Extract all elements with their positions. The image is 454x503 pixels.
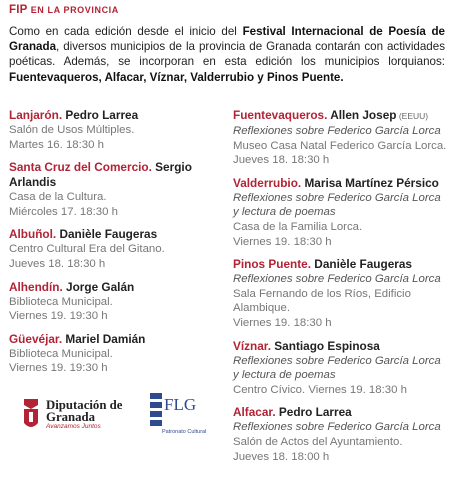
event-detail: Viernes 19. 18:30 h: [233, 316, 332, 329]
event-person: Danièle Faugeras: [56, 227, 158, 242]
event-detail: Museo Casa Natal Federico García Lorca.: [233, 139, 447, 152]
event-detail: Casa de la Familia Lorca.: [233, 220, 363, 233]
flg-logo: [150, 393, 206, 445]
intro-towns: Fuentevaqueros, Alfacar, Víznar, Valderrubio y Pinos Puente.: [9, 70, 344, 84]
event-town: Alhendín.: [9, 279, 63, 294]
event-person: Jorge Galán: [62, 279, 135, 294]
event-heading: [233, 176, 451, 191]
event-detail: Biblioteca Municipal.: [9, 295, 113, 308]
event-detail: Biblioteca Municipal.: [9, 347, 113, 360]
title-rest: EN LA PROVINCIA: [30, 5, 119, 15]
event-town: Alfacar.: [233, 405, 276, 420]
event-topic: Reflexiones sobre Federico García Lorca: [233, 421, 441, 434]
right-column: [233, 108, 451, 472]
event-entry: [9, 332, 219, 376]
event-heading: [9, 108, 219, 123]
logos: [20, 395, 207, 445]
event-detail: Salón de Actos del Ayuntamiento.: [233, 435, 403, 448]
event-topic: y lectura de poemas: [233, 369, 336, 382]
diputacion-tagline: Avanzamos Juntos: [46, 423, 101, 430]
event-heading: [9, 160, 219, 190]
event-entry: [233, 176, 451, 249]
event-person: Allen Josep: [327, 108, 397, 122]
event-detail: Centro Cultural Era del Gitano.: [9, 243, 165, 256]
pomegranate-icon: [20, 397, 42, 431]
event-topic: Reflexiones sobre Federico García Lorca: [233, 191, 441, 204]
event-town: Güevéjar.: [9, 331, 63, 346]
event-entry: [9, 160, 219, 219]
event-person: Sergio Arlandis: [9, 160, 192, 190]
event-town: Pinos Puente.: [233, 257, 312, 272]
event-detail: Centro Cívico. Viernes 19. 18:30 h: [233, 383, 407, 396]
event-heading: [233, 257, 451, 272]
title-fip: FIP: [9, 4, 28, 16]
event-entry: [233, 257, 451, 330]
event-entry: [9, 108, 219, 152]
event-person: Pedro Larrea: [275, 405, 352, 420]
flg-bars-icon: [150, 393, 164, 433]
diputacion-name: Diputación de Granada: [46, 398, 123, 424]
event-topic: Reflexiones sobre Federico García Lorca: [233, 125, 441, 137]
event-town: Albuñol.: [9, 227, 57, 242]
event-town: Valderrubio.: [233, 175, 302, 190]
event-person: Marisa Martínez Pérsico: [301, 175, 439, 190]
event-detail: Alambique.: [233, 302, 290, 315]
event-town: Víznar.: [233, 338, 272, 353]
event-detail: Viernes 19. 18:30 h: [233, 235, 332, 248]
intro-paragraph: [9, 24, 445, 85]
event-town: Fuentevaqueros.: [233, 108, 328, 122]
event-heading: [9, 280, 219, 295]
section-title: [9, 4, 119, 16]
event-entry: [233, 405, 451, 464]
event-topic: Reflexiones sobre Federico García Lorca: [233, 273, 441, 286]
event-person: Santiago Espinosa: [271, 338, 380, 353]
flg-letters: FLG: [164, 395, 197, 414]
intro-text-2: , diversos municipios de la provincia de Granada contarán con actividades poéticas. Además, se incorporan en esta edición los municipios lorquianos:: [9, 40, 445, 69]
diputacion-logo: [20, 395, 130, 439]
event-detail: Viernes 19. 19:30 h: [9, 362, 108, 375]
event-detail: Casa de la Cultura.: [9, 191, 107, 204]
event-topic: y lectura de poemas: [233, 206, 336, 219]
event-heading: [233, 339, 451, 354]
event-detail: Miércoles 17. 18:30 h: [9, 205, 118, 218]
event-detail: Martes 16. 18:30 h: [9, 138, 104, 151]
event-detail: Salón de Usos Múltiples.: [9, 124, 135, 136]
event-entry: [233, 339, 451, 398]
event-detail: Jueves 18. 18:00 h: [233, 450, 330, 463]
event-detail: Sala Fernando de los Ríos, Edificio: [233, 287, 411, 300]
event-detail: Viernes 19. 19:30 h: [9, 310, 108, 323]
event-heading: [233, 405, 451, 420]
event-town: Lanjarón.: [9, 108, 63, 122]
left-column: [9, 108, 219, 384]
event-heading: [233, 108, 451, 124]
event-entry: [9, 280, 219, 324]
event-entry: [9, 227, 219, 271]
festival-name: Festival Internacional de Poesía de Granada: [9, 25, 446, 54]
event-heading: [9, 227, 219, 242]
flg-subtitle: Patronato Cultural: [162, 429, 207, 435]
event-person: Danièle Faugeras: [311, 257, 412, 272]
event-town: Santa Cruz del Comercio.: [9, 160, 152, 175]
event-heading: [9, 332, 219, 347]
event-detail: Jueves 18. 18:30 h: [9, 257, 106, 270]
event-person: Mariel Damián: [62, 331, 146, 346]
event-topic: Reflexiones sobre Federico García Lorca: [233, 354, 441, 367]
event-detail: Jueves 18. 18:30 h: [233, 154, 330, 167]
intro-text-1: Como en cada edición desde el inicio del: [9, 25, 243, 38]
event-person: Pedro Larrea: [62, 108, 139, 122]
event-entry: [233, 108, 451, 168]
event-note: (EEUU): [396, 111, 429, 121]
